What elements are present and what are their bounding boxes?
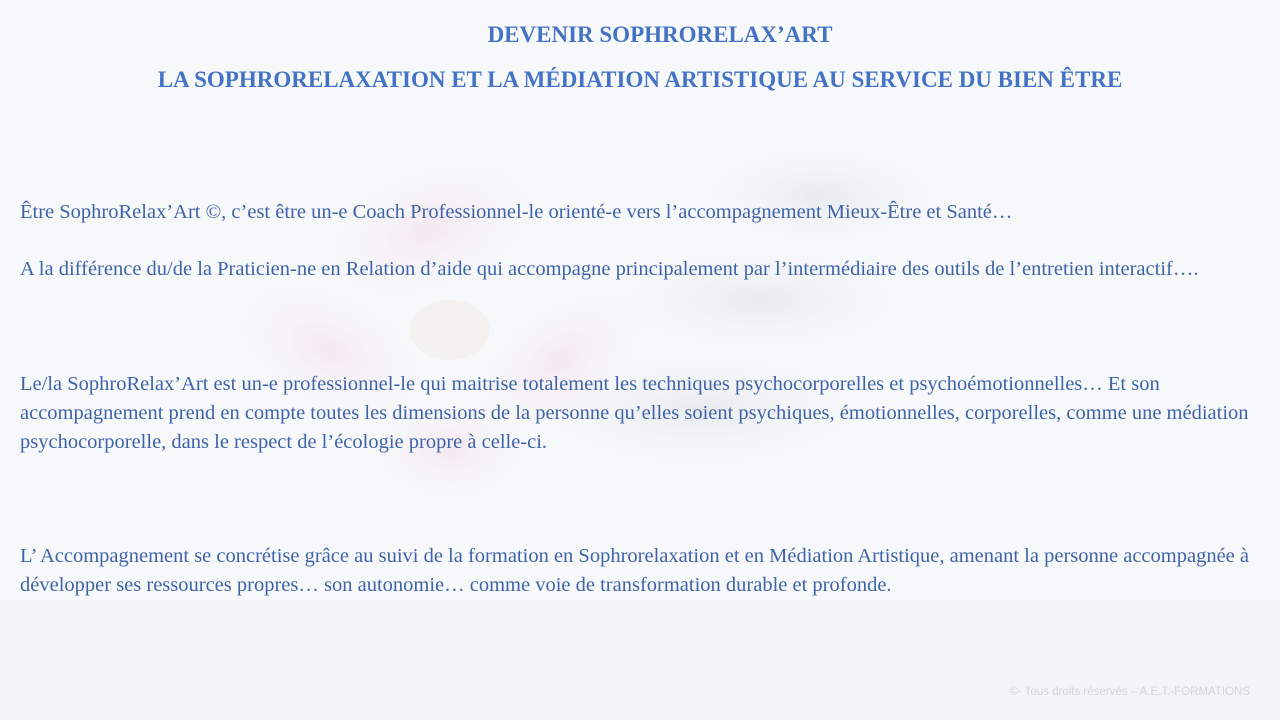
- paragraph-accompaniment: L’ Accompagnement se concrétise grâce au suivi de la formation en Sophrorelaxation et en Médiation Artistique, amenant la personne accompagnée à développer ses ressources propres… son autonomie… comme voie de transformation durable et profonde.: [20, 545, 1249, 596]
- paragraph-professional: Le/la SophroRelax’Art est un-e professionnel-le qui maitrise totalement les techniques psychocorporelles et psychoémotionnelles… Et son accompagnement prend en compte toutes les dimensions de la personne qu’elles soient psychiques, émotionnelles, corporelles, comme une médiation psychocorporelle, dans le respect de l’écologie propre à celle-ci.: [20, 373, 1249, 453]
- paragraph-definition: Être SophroRelax’Art ©, c’est être un-e Coach Professionnel-le orienté-e vers l’accompagnement Mieux-Être et Santé…: [20, 201, 1013, 223]
- copyright-footer: ©- Tous droits réservés – A.E.T.-FORMATIONS: [1009, 686, 1250, 698]
- paragraph-difference: A la différence du/de la Praticien-ne en Relation d’aide qui accompagne principalement par l’intermédiaire des outils de l’entretien interactif….: [20, 258, 1199, 280]
- slide-title: DEVENIR SOPHRORELAX’ART: [487, 22, 833, 47]
- slide-subtitle: LA SOPHRORELAXATION ET LA MÉDIATION ARTISTIQUE AU SERVICE DU BIEN ÊTRE: [157, 67, 1123, 92]
